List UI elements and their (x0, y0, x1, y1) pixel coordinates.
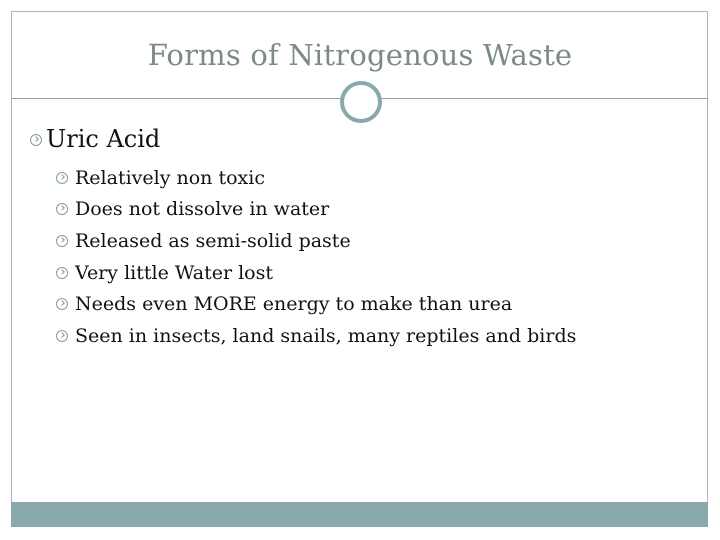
list-item (56, 162, 576, 194)
list-item-text: Released as semi-solid paste (75, 229, 351, 252)
circled-chevron-icon (56, 267, 68, 279)
circled-chevron-icon (56, 203, 68, 215)
list-item (56, 225, 576, 257)
title-divider-left (11, 98, 341, 99)
footer-bar (11, 502, 708, 527)
title-divider-right (382, 98, 708, 99)
section-heading (30, 125, 160, 153)
heading-text: Uric Acid (46, 125, 161, 153)
list-item (56, 194, 576, 226)
circled-chevron-icon (56, 298, 68, 310)
list-item-text: Seen in insects, land snails, many reptiles and birds (75, 324, 577, 347)
list-item (56, 320, 576, 352)
circled-chevron-icon (56, 235, 68, 247)
circled-chevron-icon (56, 172, 68, 184)
list-item-text: Relatively non toxic (75, 166, 265, 189)
circled-chevron-icon (56, 330, 68, 342)
list-item (56, 288, 576, 320)
bullet-list (56, 162, 576, 352)
slide-title: Forms of Nitrogenous Waste (147, 38, 573, 72)
list-item-text: Needs even MORE energy to make than urea (75, 293, 513, 316)
list-item-text: Very little Water lost (75, 261, 273, 284)
list-item (56, 257, 576, 289)
circled-chevron-icon (30, 134, 42, 146)
list-item-text: Does not dissolve in water (75, 198, 330, 221)
ring-icon (340, 81, 382, 123)
